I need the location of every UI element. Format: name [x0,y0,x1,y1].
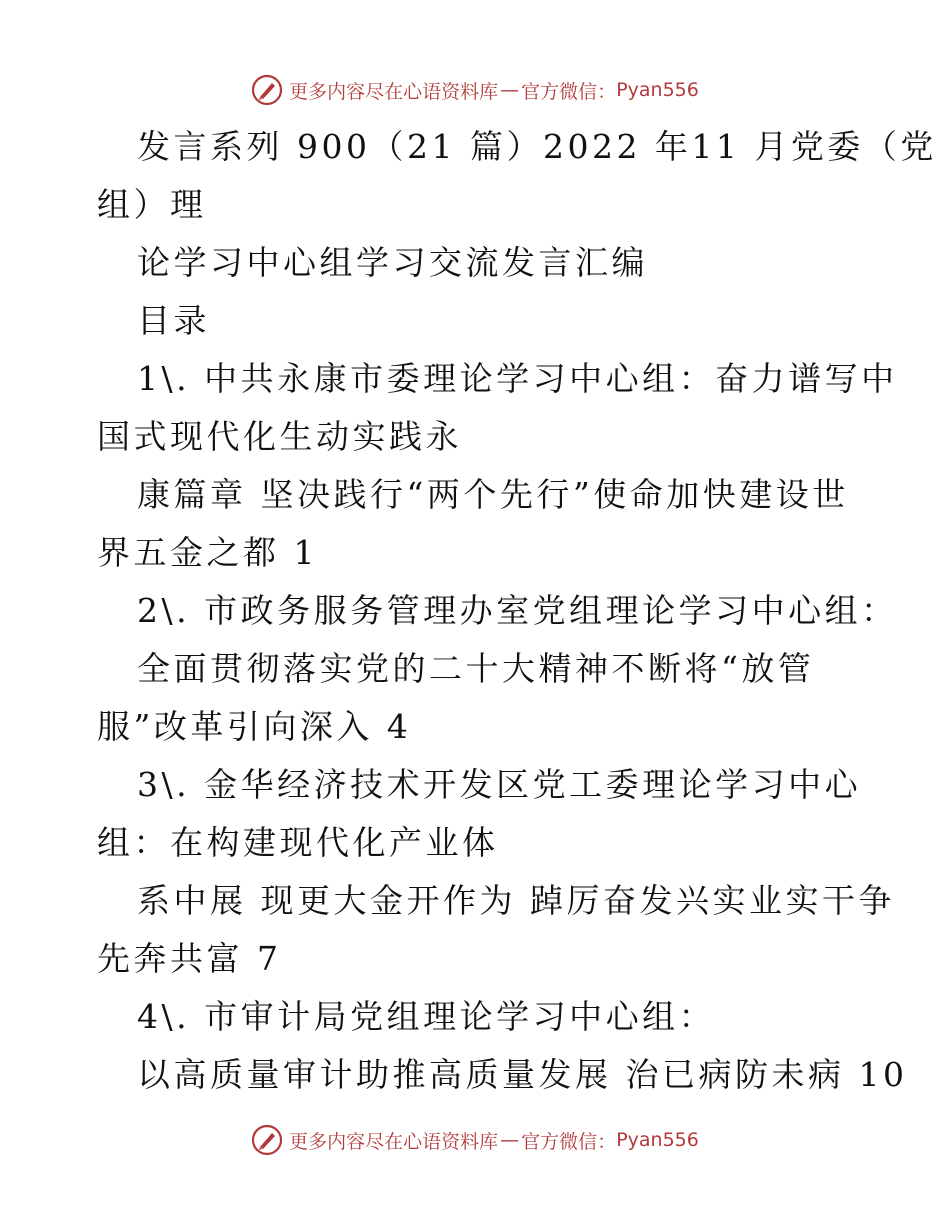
quill-pen-logo-icon [251,1124,283,1156]
quill-pen-logo-icon [251,74,283,106]
toc-entry-2-line-3: 服”改革引向深入 4 [97,707,412,746]
document-title-line-1: 发言系列 900（21 篇）2022 年11 月党委（党 [137,127,937,166]
watermark-account-label: 官方微信： [521,1130,617,1153]
toc-entry-2-line-2: 全面贯彻落实党的二十大精神不断将“放管 [137,649,815,688]
document-title-line-2: 组）理 [97,185,207,224]
toc-entry-3-line-4: 先奔共富 7 [97,939,282,978]
watermark-separator: — [500,1129,520,1151]
footer-watermark [0,1118,950,1162]
toc-entry-4-line-2: 以高质量审计助推高质量发展 治已病防未病 10 [137,1055,908,1094]
toc-entry-3-line-3: 系中展 现更大金开作为 踔厉奋发兴实业实干争 [137,881,895,920]
document-body [97,118,937,1104]
toc-entry-1-line-4: 界五金之都 1 [97,533,318,572]
watermark-separator: — [500,79,520,101]
watermark-account-handle: Pyan556 [616,79,699,101]
watermark-brand: 更多内容尽在心语资料库 [289,80,499,103]
toc-entry-1-line-1: 1\. 中共永康市委理论学习中心组：奋力谱写中 [137,359,898,398]
toc-entry-2-line-1: 2\. 市政务服务管理办室党组理论学习中心组： [137,591,898,630]
toc-entry-3-line-1: 3\. 金华经济技术开发区党工委理论学习中心 [137,765,862,804]
toc-heading: 目录 [137,301,210,340]
watermark-brand: 更多内容尽在心语资料库 [289,1130,499,1153]
watermark-account-handle: Pyan556 [616,1129,699,1151]
header-watermark [0,68,950,112]
toc-entry-4-line-1: 4\. 市审计局党组理论学习中心组： [137,997,716,1036]
toc-entry-1-line-3: 康篇章 坚决践行“两个先行”使命加快建设世 [137,475,849,514]
toc-entry-3-line-2: 组：在构建现代化产业体 [97,823,499,862]
watermark-account-label: 官方微信： [521,80,617,103]
toc-entry-1-line-2: 国式现代化生动实践永 [97,417,462,456]
document-title-line-3: 论学习中心组学习交流发言汇编 [137,243,648,282]
